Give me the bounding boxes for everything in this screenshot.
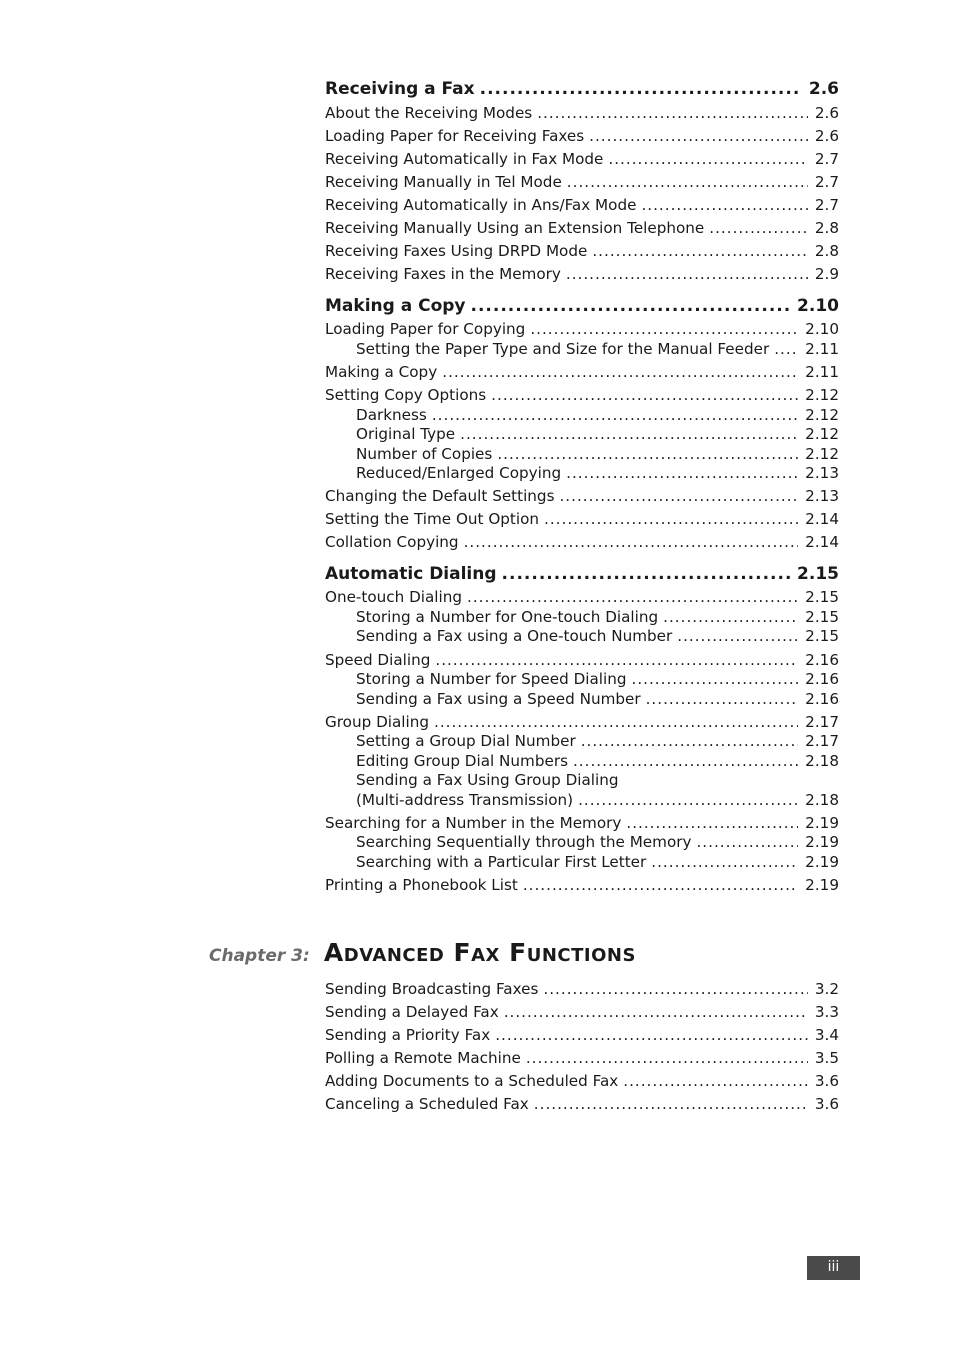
toc-entry-page: 2.18: [805, 790, 839, 809]
dot-leader: [573, 752, 798, 772]
toc-subentry[interactable]: [325, 690, 839, 710]
toc-entry[interactable]: [325, 363, 839, 383]
chapter-label: Chapter 3:: [209, 946, 310, 966]
toc-entry[interactable]: [325, 1049, 839, 1069]
dot-leader: [651, 853, 798, 873]
toc-entry-page: 3.2: [814, 979, 839, 998]
toc-entry-title: Making a Copy: [325, 295, 466, 316]
toc-subentry[interactable]: [325, 425, 839, 445]
toc-entry-page: 2.15: [805, 627, 839, 646]
toc-entry[interactable]: [325, 713, 839, 733]
dot-leader: [646, 690, 799, 710]
toc-entry-page: 2.11: [805, 362, 839, 381]
toc-entry-page: 2.12: [805, 444, 839, 463]
toc-entry-page: 2.6: [808, 79, 839, 99]
dot-leader: [432, 406, 798, 426]
chapter-heading: [209, 938, 636, 967]
toc-subentry[interactable]: [325, 445, 839, 465]
toc-entry-title: Number of Copies: [356, 444, 493, 463]
dot-leader: [460, 425, 798, 445]
toc-entry-page: 2.11: [805, 339, 839, 358]
toc-entry[interactable]: [325, 533, 839, 553]
dot-leader: [544, 510, 798, 530]
table-of-contents: [325, 78, 839, 905]
toc-entry-page: 2.10: [805, 320, 839, 339]
toc-entry-page: 2.19: [805, 852, 839, 871]
toc-entry-title: Loading Paper for Receiving Faxes: [325, 126, 585, 145]
toc-entry-title: Printing a Phonebook List: [325, 875, 518, 894]
toc-entry-page: 2.13: [805, 464, 839, 483]
toc-subentry[interactable]: [325, 627, 839, 647]
toc-subentry[interactable]: [325, 791, 839, 811]
toc-entry-title: Searching with a Particular First Letter: [356, 852, 647, 871]
toc-entry-page: 2.19: [805, 833, 839, 852]
dot-leader: [696, 833, 798, 853]
dot-leader: [491, 386, 798, 406]
toc-entry-page: 2.16: [805, 670, 839, 688]
toc-entry[interactable]: [325, 265, 839, 285]
dot-leader: [504, 1003, 808, 1023]
toc-entry-page: 2.19: [805, 875, 839, 894]
toc-entry-title: Changing the Default Settings: [325, 487, 555, 506]
toc-entry-page: 2.9: [814, 265, 839, 284]
dot-leader: [497, 445, 798, 465]
toc-entry[interactable]: [325, 104, 839, 124]
toc-entry-title: Speed Dialing: [325, 650, 431, 669]
toc-entry-title: Sending a Fax using a One-touch Number: [356, 627, 673, 646]
toc-entry-page: 2.16: [805, 650, 839, 669]
toc-entry-title: Reduced/Enlarged Copying: [356, 464, 562, 483]
toc-section: [325, 563, 839, 895]
toc-subentry[interactable]: [325, 853, 839, 873]
toc-entry[interactable]: [325, 1026, 839, 1046]
dot-leader: [566, 464, 798, 484]
toc-entry-page: 2.6: [814, 126, 839, 145]
dot-leader: [502, 563, 791, 585]
toc-subentry[interactable]: [325, 608, 839, 628]
toc-entry[interactable]: [325, 588, 839, 608]
toc-subentry[interactable]: [325, 670, 839, 690]
toc-entry[interactable]: [325, 242, 839, 262]
toc-entry-title: Receiving Faxes in the Memory: [325, 265, 561, 284]
toc-entry[interactable]: [325, 510, 839, 530]
toc-section: [325, 295, 839, 553]
dot-leader: [578, 791, 798, 811]
dot-leader: [589, 127, 808, 147]
toc-entry-title: Receiving Automatically in Fax Mode: [325, 149, 604, 168]
toc-entry-page: 2.10: [797, 295, 839, 316]
toc-entry-page: 3.5: [814, 1048, 839, 1067]
toc-entry-page: 3.4: [814, 1025, 839, 1044]
toc-entry-title: Canceling a Scheduled Fax: [325, 1095, 529, 1114]
toc-subentry[interactable]: [325, 833, 839, 853]
toc-entry[interactable]: [325, 173, 839, 193]
toc-entry-page: 2.17: [805, 732, 839, 751]
dot-leader: [566, 265, 808, 285]
dot-leader: [471, 295, 791, 317]
toc-entry-title: Receiving a Fax: [325, 79, 475, 99]
toc-entry[interactable]: [325, 1095, 839, 1115]
toc-entry-page: 2.14: [805, 510, 839, 529]
toc-entry-title: About the Receiving Modes: [325, 103, 533, 122]
toc-entry-title: Collation Copying: [325, 533, 459, 552]
toc-entry-title: Receiving Automatically in Ans/Fax Mode: [325, 195, 637, 214]
toc-entry-page: 2.7: [814, 172, 839, 191]
toc-entry-page: 2.18: [805, 751, 839, 770]
toc-entry-title: Receiving Manually in Tel Mode: [325, 172, 562, 191]
toc-entry-title: Making a Copy: [325, 362, 438, 381]
toc-entry-title: Sending Broadcasting Faxes: [325, 979, 539, 998]
dot-leader: [677, 627, 798, 647]
toc-entry-page: 2.16: [805, 689, 839, 708]
dot-leader: [608, 150, 807, 170]
toc-entry-page: 2.12: [805, 386, 839, 405]
toc-entry-title: Adding Documents to a Scheduled Fax: [325, 1071, 619, 1090]
dot-leader: [435, 651, 798, 671]
toc-entry[interactable]: [325, 196, 839, 216]
toc-entry[interactable]: [325, 320, 839, 340]
toc-entry[interactable]: [325, 150, 839, 170]
toc-entry[interactable]: [325, 1072, 839, 1092]
toc-entry-page: 2.7: [814, 149, 839, 168]
toc-entry-page: 2.6: [814, 103, 839, 122]
dot-leader: [537, 104, 808, 124]
toc-entry-title: One-touch Dialing: [325, 588, 463, 607]
dot-leader: [567, 173, 808, 193]
dot-leader: [641, 196, 807, 216]
toc-section: [325, 78, 839, 285]
toc-entry[interactable]: [325, 487, 839, 507]
toc-subentry[interactable]: [325, 732, 839, 752]
dot-leader: [581, 732, 798, 752]
toc-entry-title: Searching for a Number in the Memory: [325, 813, 622, 832]
toc-subentry[interactable]: [325, 340, 839, 360]
toc-entry-page: 2.14: [805, 533, 839, 552]
dot-leader: [774, 340, 798, 360]
dot-leader: [559, 487, 798, 507]
toc-entry-page: 3.6: [814, 1071, 839, 1090]
toc-entry-title: Setting the Paper Type and Size for the Manual Feeder: [356, 339, 770, 358]
dot-leader: [663, 608, 798, 628]
toc-subentry[interactable]: [325, 752, 839, 772]
chapter-3-entries: [325, 976, 839, 1115]
toc-entry[interactable]: [325, 127, 839, 147]
dot-leader: [543, 980, 807, 1000]
toc-subentry[interactable]: [325, 464, 839, 484]
toc-entry-title: Receiving Manually Using an Extension Telephone: [325, 219, 705, 238]
dot-leader: [523, 876, 798, 896]
toc-entry-title: Sending a Priority Fax: [325, 1025, 491, 1044]
dot-leader: [632, 670, 799, 690]
dot-leader: [526, 1049, 808, 1069]
dot-leader: [480, 78, 802, 100]
toc-entry-page: 2.15: [797, 563, 839, 584]
dot-leader: [592, 242, 808, 262]
toc-entry-title: Setting a Group Dial Number: [356, 732, 576, 751]
toc-entry[interactable]: [325, 219, 839, 239]
toc-section-heading[interactable]: [325, 78, 839, 100]
dot-leader: [442, 363, 798, 383]
toc-entry[interactable]: [325, 1003, 839, 1023]
dot-leader: [495, 1026, 808, 1046]
dot-leader: [434, 713, 798, 733]
toc-entry-title: Darkness: [356, 405, 427, 424]
toc-section-heading[interactable]: [325, 563, 839, 585]
toc-entry-title: Editing Group Dial Numbers: [356, 751, 568, 770]
toc-entry[interactable]: [325, 980, 839, 1000]
toc-entry-page: 2.12: [805, 405, 839, 424]
toc-entry-title: Polling a Remote Machine: [325, 1048, 521, 1067]
toc-subentry[interactable]: [325, 406, 839, 426]
toc-entry-title: Group Dialing: [325, 712, 429, 731]
toc-entry-title: Sending a Fax Using Group Dialing: [356, 771, 619, 790]
toc-entry-title: Setting the Time Out Option: [325, 510, 540, 529]
toc-entry-page: 2.15: [805, 607, 839, 626]
toc-entry-title: Receiving Faxes Using DRPD Mode: [325, 242, 588, 261]
toc-entry-title: Storing a Number for One-touch Dialing: [356, 607, 659, 626]
dot-leader: [626, 814, 798, 834]
toc-section-heading[interactable]: [325, 295, 839, 317]
dot-leader: [534, 1095, 808, 1115]
page-number-badge: iii: [807, 1256, 860, 1280]
toc-entry-title: Searching Sequentially through the Memory: [356, 833, 692, 852]
toc-entry-title: (Multi-address Transmission): [356, 790, 574, 809]
toc-subentry[interactable]: [325, 771, 839, 791]
dot-leader: [623, 1072, 808, 1092]
toc-entry[interactable]: [325, 386, 839, 406]
toc-entry-page: 2.8: [814, 242, 839, 261]
toc-entry[interactable]: [325, 876, 839, 896]
toc-entry-title: Loading Paper for Copying: [325, 320, 526, 339]
dot-leader: [467, 588, 798, 608]
toc-entry-page: 2.7: [814, 195, 839, 214]
chapter-title: Advanced Fax Functions: [323, 938, 636, 967]
toc-entry-title: Automatic Dialing: [325, 563, 497, 584]
toc-entry-title: Storing a Number for Speed Dialing: [356, 670, 627, 688]
toc-entry-page: 2.15: [805, 588, 839, 607]
toc-entry-page: 2.19: [805, 813, 839, 832]
toc-entry-page: 2.13: [805, 487, 839, 506]
toc-entry-title: Setting Copy Options: [325, 386, 487, 405]
toc-entry-page: 3.6: [814, 1095, 839, 1114]
dot-leader: [709, 219, 808, 239]
toc-entry-title: Sending a Fax using a Speed Number: [356, 689, 641, 708]
toc-entry-page: 3.3: [814, 1002, 839, 1021]
toc-entry[interactable]: [325, 814, 839, 834]
toc-entry-page: 2.8: [814, 219, 839, 238]
dot-leader: [464, 533, 799, 553]
toc-entry-page: 2.17: [805, 712, 839, 731]
toc-entry-page: 2.12: [805, 425, 839, 444]
toc-entry[interactable]: [325, 651, 839, 671]
toc-entry-title: Original Type: [356, 425, 456, 444]
toc-entry-title: Sending a Delayed Fax: [325, 1002, 499, 1021]
dot-leader: [530, 320, 798, 340]
